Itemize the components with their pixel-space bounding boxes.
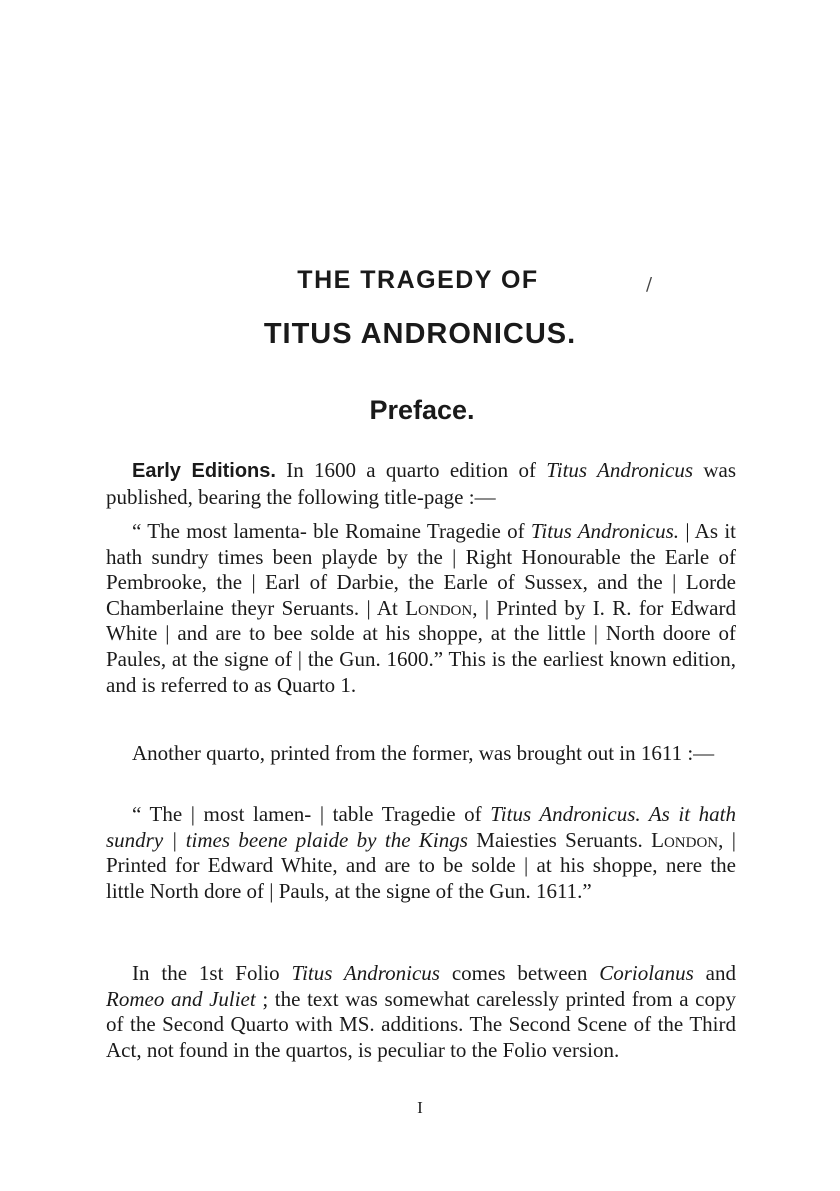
- margin-mark: /: [646, 274, 653, 295]
- another-quarto-paragraph: Another quarto, printed from the former, was brought out in 1611 :—: [132, 741, 715, 765]
- quarto-1-italic: Titus Andronicus.: [530, 519, 679, 543]
- title-line-1: THE TRAGEDY OF: [297, 266, 539, 294]
- quarto-1-smallcaps: London: [405, 595, 473, 620]
- quarto-2-smallcaps: London: [651, 827, 719, 852]
- quarto-1-text-1: “ The most lamenta- ble Romaine Tragedie of: [132, 519, 531, 543]
- folio-text-4: ; the text was somewhat carelessly printed from a copy of the Second Quarto with MS. additions. The Second Scene of the Third Act, not found in the quartos, is peculiar to the Folio version.: [106, 986, 736, 1062]
- folio-text-1: In the 1st Folio: [132, 961, 292, 985]
- page-number: I: [417, 1098, 423, 1117]
- quarto-1-text-2: | As it hath sundry times been playde by the | Right Honourable the Earle of Pembrooke, the | Earl of Darbie, the Earle of Sussex, and the | Lorde Chamberlaine theyr Seruants. | At: [106, 519, 737, 620]
- early-editions-text-1: In 1600 a quarto edition of: [275, 458, 547, 482]
- early-editions-text-2: was published, bearing the following title-page :—: [106, 458, 737, 509]
- folio-italic-3: Romeo and Juliet: [106, 986, 256, 1011]
- folio-paragraph: [106, 961, 736, 1063]
- folio-italic-2: Coriolanus: [599, 961, 694, 985]
- quarto-1-text-3: , | Printed by I. R. for Edward White | and are to bee solde at his shoppe, at the little | North doore of Paules, at the signe of | the Gun. 1600.” This is the earliest known edition, and is referred to as Quarto 1.: [106, 595, 736, 697]
- quarto-2-text-1: “ The | most lamen- | table Tragedie of: [132, 802, 491, 826]
- early-editions-italic: Titus Andronicus: [546, 458, 694, 482]
- folio-text-2: comes between: [439, 961, 600, 985]
- title-line-2: TITUS ANDRONICUS.: [263, 318, 577, 350]
- preface-heading: Preface.: [369, 395, 475, 425]
- quarto-1-paragraph: [106, 519, 736, 698]
- quarto-2-text-2: Maiesties Seruants.: [467, 827, 652, 852]
- quarto-2-text-3: , | Printed for Edward White, and are to be solde | at his shoppe, nere the little North dore of | Pauls, at the signe of the Gun. 1611.”: [106, 827, 736, 903]
- quarto-2-paragraph: [106, 802, 736, 904]
- early-editions-lead: Early Editions.: [132, 460, 276, 482]
- quarto-2-italic: Titus Andronicus. As it hath sundry | times beene plaide by the Kings: [106, 802, 737, 852]
- folio-italic-1: Titus Andronicus: [291, 961, 440, 985]
- early-editions-paragraph: [106, 458, 736, 510]
- folio-text-3: and: [693, 961, 736, 985]
